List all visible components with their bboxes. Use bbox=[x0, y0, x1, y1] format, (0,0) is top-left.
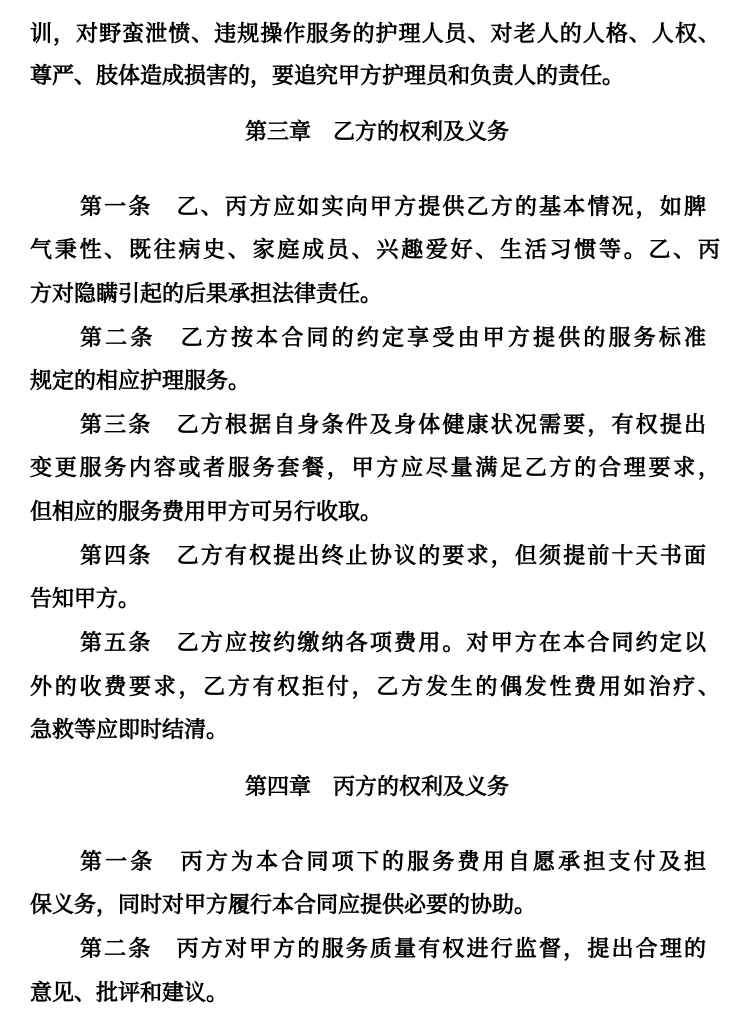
paragraph-continuation-line: 训，对野蛮泄愤、违规操作服务的护理人员、对老人的人格、人权、 bbox=[30, 22, 720, 47]
paragraph-line: 方对隐瞒引起的后果承担法律责任。 bbox=[30, 282, 383, 307]
article-first-line: 第一条 丙方为本合同项下的服务费用自愿承担支付及担 bbox=[80, 850, 706, 875]
paragraph-line: 规定的相应护理服务。 bbox=[30, 369, 251, 394]
article-first-line: 第二条 丙方对甲方的服务质量有权进行监督，提出合理的 bbox=[80, 937, 706, 962]
article-first-line: 第四条 乙方有权提出终止协议的要求，但须提前十天书面 bbox=[80, 544, 706, 569]
chapter-heading: 第四章 丙方的权利及义务 bbox=[244, 775, 509, 800]
article-first-line: 第五条 乙方应按约缴纳各项费用。对甲方在本合同约定以 bbox=[80, 631, 706, 656]
paragraph-line: 但相应的服务费用甲方可另行收取。 bbox=[30, 500, 383, 525]
paragraph-line: 急救等应即时结清。 bbox=[30, 718, 229, 743]
paragraph-continuation-line: 尊严、肢体造成损害的，要追究甲方护理员和负责人的责任。 bbox=[30, 64, 625, 89]
paragraph-line: 气秉性、既往病史、家庭成员、兴趣爱好、生活习惯等。乙、丙 bbox=[30, 238, 720, 263]
paragraph-line: 意见、批评和建议。 bbox=[30, 981, 229, 1006]
paragraph-line: 变更服务内容或者服务套餐，甲方应尽量满足乙方的合理要求， bbox=[30, 456, 720, 481]
paragraph-line: 告知甲方。 bbox=[30, 587, 141, 612]
paragraph-line: 外的收费要求，乙方有权拒付，乙方发生的偶发性费用如治疗、 bbox=[30, 675, 720, 700]
article-first-line: 第三条 乙方根据自身条件及身体健康状况需要，有权提出 bbox=[80, 413, 706, 438]
paragraph-line: 保义务，同时对甲方履行本合同应提供必要的协助。 bbox=[30, 893, 537, 918]
article-first-line: 第二条 乙方按本合同的约定享受由甲方提供的服务标准 bbox=[80, 326, 706, 351]
chapter-heading: 第三章 乙方的权利及义务 bbox=[244, 120, 509, 145]
article-first-line: 第一条 乙、丙方应如实向甲方提供乙方的基本情况，如脾 bbox=[80, 195, 706, 220]
